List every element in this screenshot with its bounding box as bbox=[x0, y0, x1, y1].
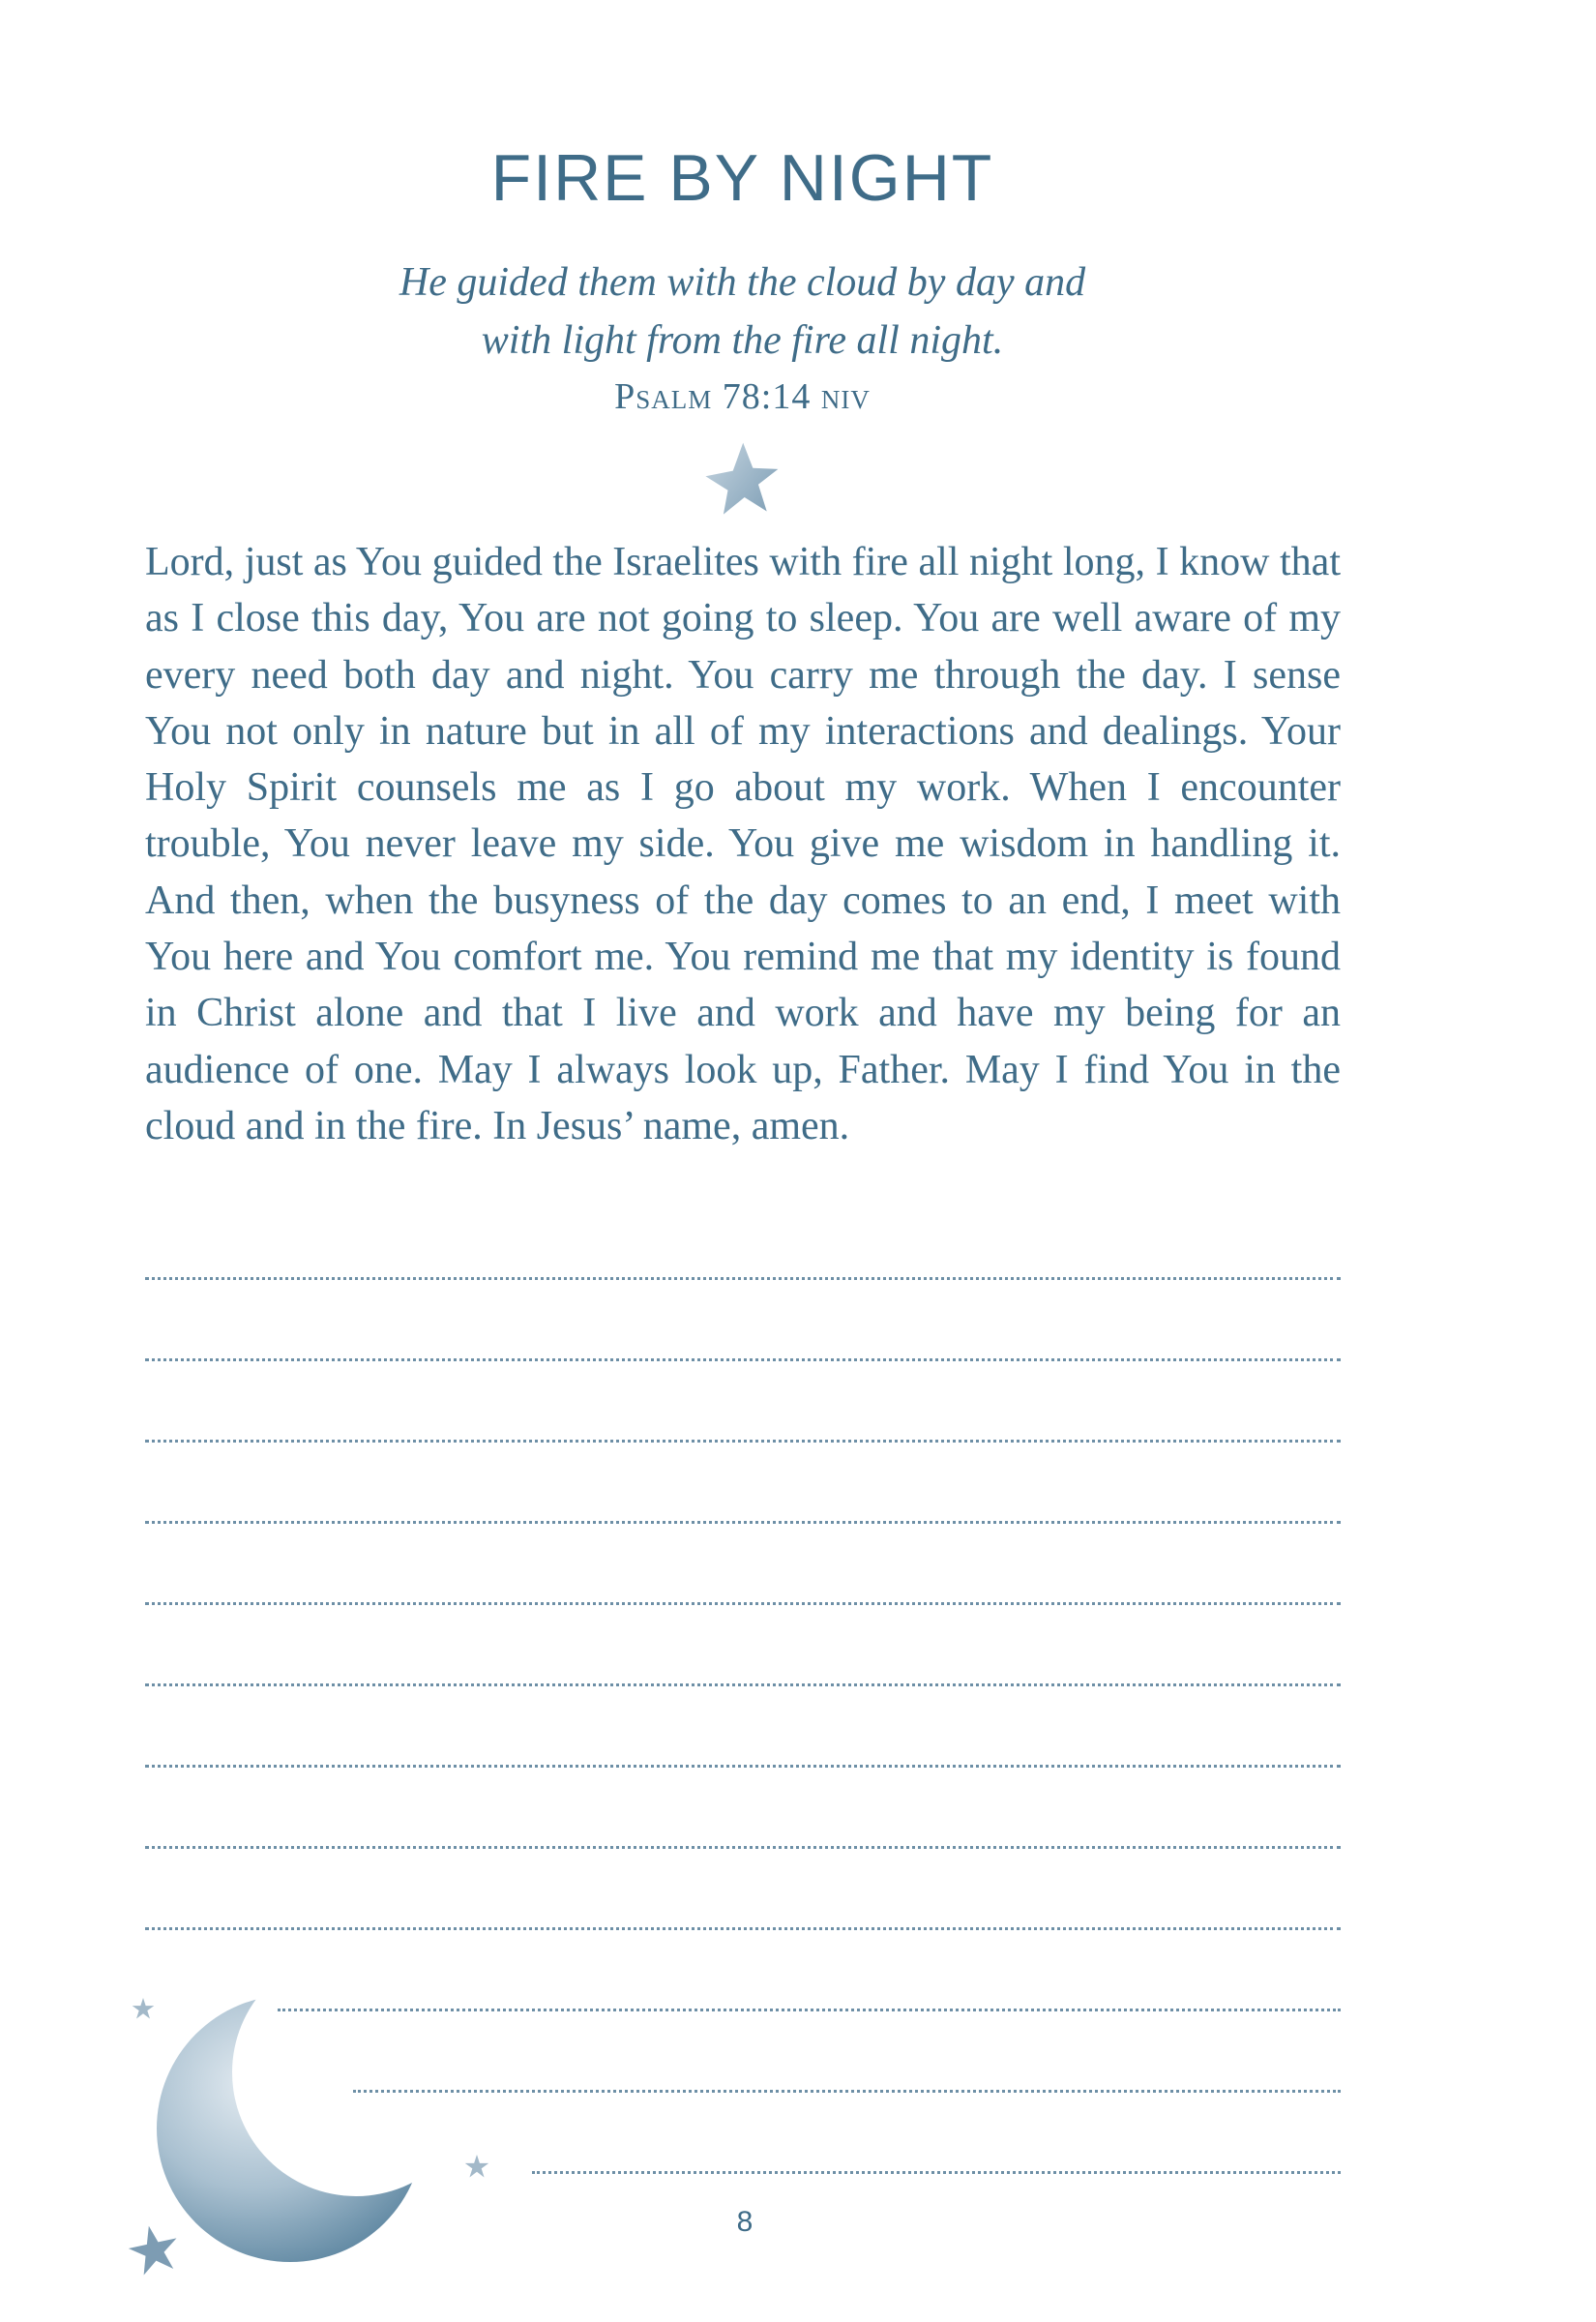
journal-line[interactable] bbox=[145, 1927, 1341, 1930]
verse-line-1: He guided them with the cloud by day and bbox=[399, 260, 1086, 305]
star-icon bbox=[132, 1997, 155, 2020]
prayer-text: Lord, just as You guided the Israelites with fire all night long, I know that as I close this day, You are not going to sleep. You are well aware of my every need both day and night. You carry me through the day. I sense You not only in nature but in all of my interactions and dealings. Your Holy Spirit counsels me as I go about my work. When I encounter trouble, You never leave my side. You give me wisdom in handling it. And then, when the busyness of the day comes to an end, I meet with You here and You comfort me. You remind me that my identity is found in Christ alone and that I live and work and have my being for an audience of one. May I always look up, Father. May I find You in the cloud and in the fire. In Jesus’ name, amen. bbox=[145, 540, 1341, 1148]
journal-line[interactable] bbox=[353, 2090, 1341, 2093]
verse-line-2: with light from the fire all night. bbox=[481, 318, 1004, 363]
verse-reference: Psalm 78:14 niv bbox=[614, 376, 871, 417]
scripture-verse bbox=[0, 253, 1485, 370]
journal-line[interactable] bbox=[145, 1846, 1341, 1849]
journal-line[interactable] bbox=[145, 1602, 1341, 1605]
star-icon bbox=[703, 440, 781, 518]
crescent-moon-icon bbox=[145, 1983, 455, 2274]
page-title: FIRE BY NIGHT bbox=[490, 141, 994, 215]
page-number: 8 bbox=[736, 2206, 754, 2238]
journal-line[interactable] bbox=[145, 1765, 1341, 1768]
journal-line[interactable] bbox=[145, 1440, 1341, 1443]
journal-line[interactable] bbox=[532, 2171, 1341, 2174]
star-icon bbox=[464, 2154, 489, 2179]
journal-line[interactable] bbox=[145, 1358, 1341, 1361]
journal-line[interactable] bbox=[145, 1683, 1341, 1686]
star-icon bbox=[128, 2223, 180, 2276]
journal-line[interactable] bbox=[145, 1521, 1341, 1524]
journal-line[interactable] bbox=[145, 1277, 1341, 1280]
